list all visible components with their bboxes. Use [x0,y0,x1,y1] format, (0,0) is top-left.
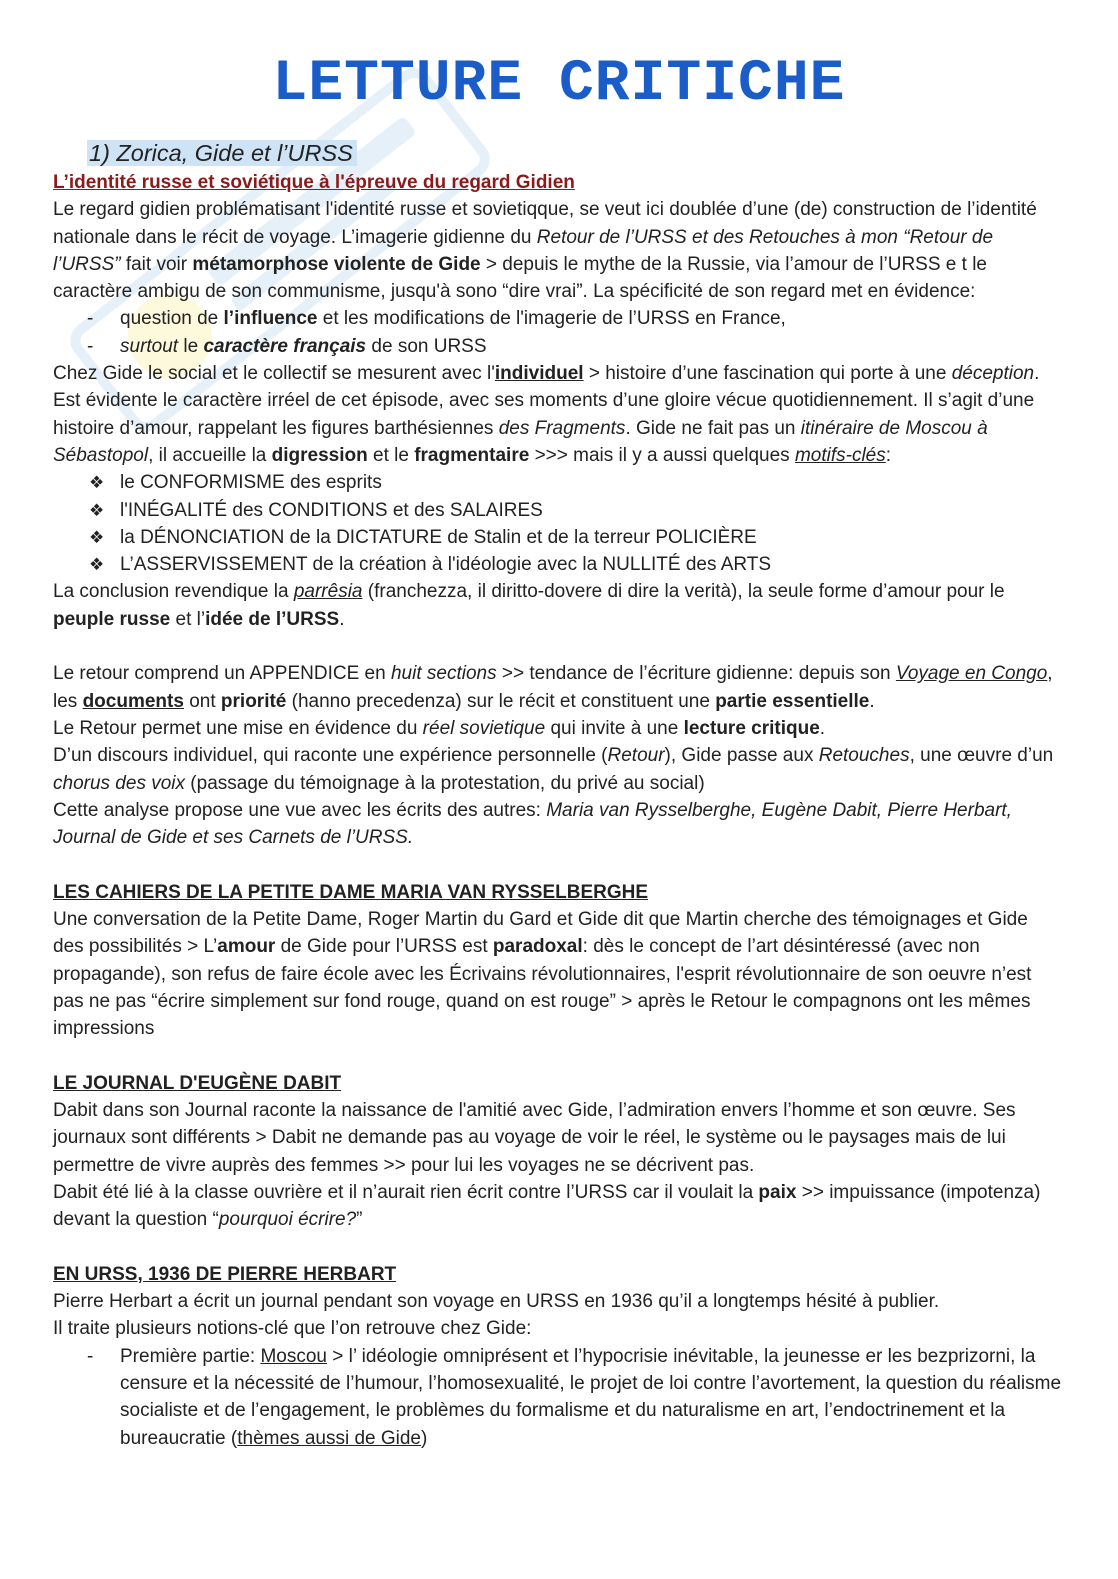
list-item: ❖ l'INÉGALITÉ des CONDITIONS et des SALAIRES [53,497,1063,524]
dash-list [53,1343,1063,1452]
diamond-bullet-icon: ❖ [89,527,105,547]
diamond-bullet-icon: ❖ [89,473,105,493]
list-item: - surtout le caractère français de son URSS [87,335,487,357]
page-title: LETTURE CRITICHE [272,52,846,117]
list-item: - Première partie: Moscou > l’ idéologie omniprésent et l’hypocrisie inévitable, la jeunesse er les bezprizorni, la censure et la nécessité de l’humour, l’homosexualité, le projet de loi contre l’avortement, la question du réalisme socialiste et de l’engagement, le problèmes du formalisme et du naturalisme en art, l’endoctrinement et la bureaucratie (thèmes aussi de Gide) [87,1345,1062,1449]
section-heading-zorica: 1) Zorica, Gide et l’URSS [87,138,1063,168]
paragraph: Dabit dans son Journal raconte la naissance de l'amitié avec Gide, l’admiration envers l’homme et son œuvre. Ses journaux sont différents > Dabit ne demande pas au voyage de voir le réel, le système ou le paysages mais de lui permettre de vivre auprès des femmes >> pour lui les voyages ne se décrivent pas. [53,1100,1016,1176]
list-item: ❖ L’ASSERVISSEMENT de la création à l'idéologie avec la NULLITÉ des ARTS [53,551,1063,578]
list-item: ❖ la DÉNONCIATION de la DICTATURE de Stalin et de la terreur POLICIÈRE [53,524,1063,551]
section-heading-cahiers: LES CAHIERS DE LA PETITE DAME MARIA VAN RYSSELBERGHE [53,881,649,903]
paragraph: Est évidente le caractère irréel de cet épisode, avec ses moments d’une gloire vécue quotidiennement. Il s’agit d’une histoire d’amour, rappelant les figures barthésiennes des Fragments. Gide ne fait pas un itinéraire de Moscou à Sébastopol, il accueille la digression et le fragmentaire >>> mais il y a aussi quelques motifs-clés: [53,390,1035,466]
list-item: - question de l’influence et les modifications de l'imagerie de l’URSS en France, [87,308,786,330]
paragraph: Chez Gide le social et le collectif se mesurent avec l'individuel > histoire d’une fascination qui porte à une déception. [53,363,1040,385]
paragraph: Dabit été lié à la classe ouvrière et il n’aurait rien écrit contre l’URSS car il voulait la paix >> impuissance (impotenza) devant la question “pourquoi écrire?” [53,1181,1041,1231]
paragraph: Le retour comprend un APPENDICE en huit sections >> tendance de l’écriture gidienne: depuis son Voyage en Congo, les documents ont priorité (hanno precedenza) sur le récit et constituent une partie essentielle. [53,663,1053,712]
diamond-list [53,469,1063,578]
paragraph: Il traite plusieurs notions-clé que l’on retrouve chez Gide: [53,1318,532,1340]
section-subheading-identite: L’identité russe et soviétique à l'épreuve du regard Gidien [53,172,575,193]
diamond-bullet-icon: ❖ [89,555,105,575]
list-item: ❖ le CONFORMISME des esprits [53,469,1063,496]
section-heading-dabit: LE JOURNAL D'EUGÈNE DABIT [53,1072,342,1094]
paragraph: D’un discours individuel, qui raconte une expérience personnelle (Retour), Gide passe aux Retouches, une œuvre d’un chorus des voix (passage du témoignage à la protestation, du privé au social) [53,745,1054,794]
document-body [53,138,1063,1452]
paragraph: Pierre Herbart a écrit un journal pendant son voyage en URSS en 1936 qu’il a longtemps hésité à publier. [53,1291,940,1313]
diamond-bullet-icon: ❖ [89,500,105,520]
dash-list [53,305,1063,360]
paragraph: Une conversation de la Petite Dame, Roger Martin du Gard et Gide dit que Martin cherche des témoignages et Gide des possibilités > L’amour de Gide pour l’URSS est paradoxal: dès le concept de l’art désintéressé (avec non propagande), son refus de faire école avec les Écrivains révolutionnaires, l'esprit révolutionnaire de son oeuvre n’est pas ne pas “écrire simplement sur fond rouge, quand on est rouge” > après le Retour le compagnons ont les mêmes impressions [53,909,1032,1040]
paragraph: Cette analyse propose une vue avec les écrits des autres: Maria van Rysselberghe, Eugène Dabit, Pierre Herbart, Journal de Gide et ses Carnets de l’URSS. [53,799,1012,849]
paragraph: Le regard gidien problématisant l'identité russe et sovietiqque, se veut ici doublée d’une (de) construction de l’identité nationale dans le récit de voyage. L’imagerie gidienne du Retour de l’URSS et des Retouches à mon “Retour de l’URSS” fait voir métamorphose violente de Gide > depuis le mythe de la Russie, via l’amour de l’URSS e t le caractère ambigu de son communisme, jusqu'à sono “dire vrai”. La spécificité de son regard met en évidence: [53,199,1037,303]
section-heading-herbart: EN URSS, 1936 DE PIERRE HERBART [53,1263,397,1285]
paragraph: Le Retour permet une mise en évidence du réel sovietique qui invite à une lecture critique. [53,717,826,739]
paragraph: La conclusion revendique la parrêsia (franchezza, il diritto-dovere di dire la verità), la seule forme d’amour pour le peuple russe et l’idée de l’URSS. [53,581,1005,630]
